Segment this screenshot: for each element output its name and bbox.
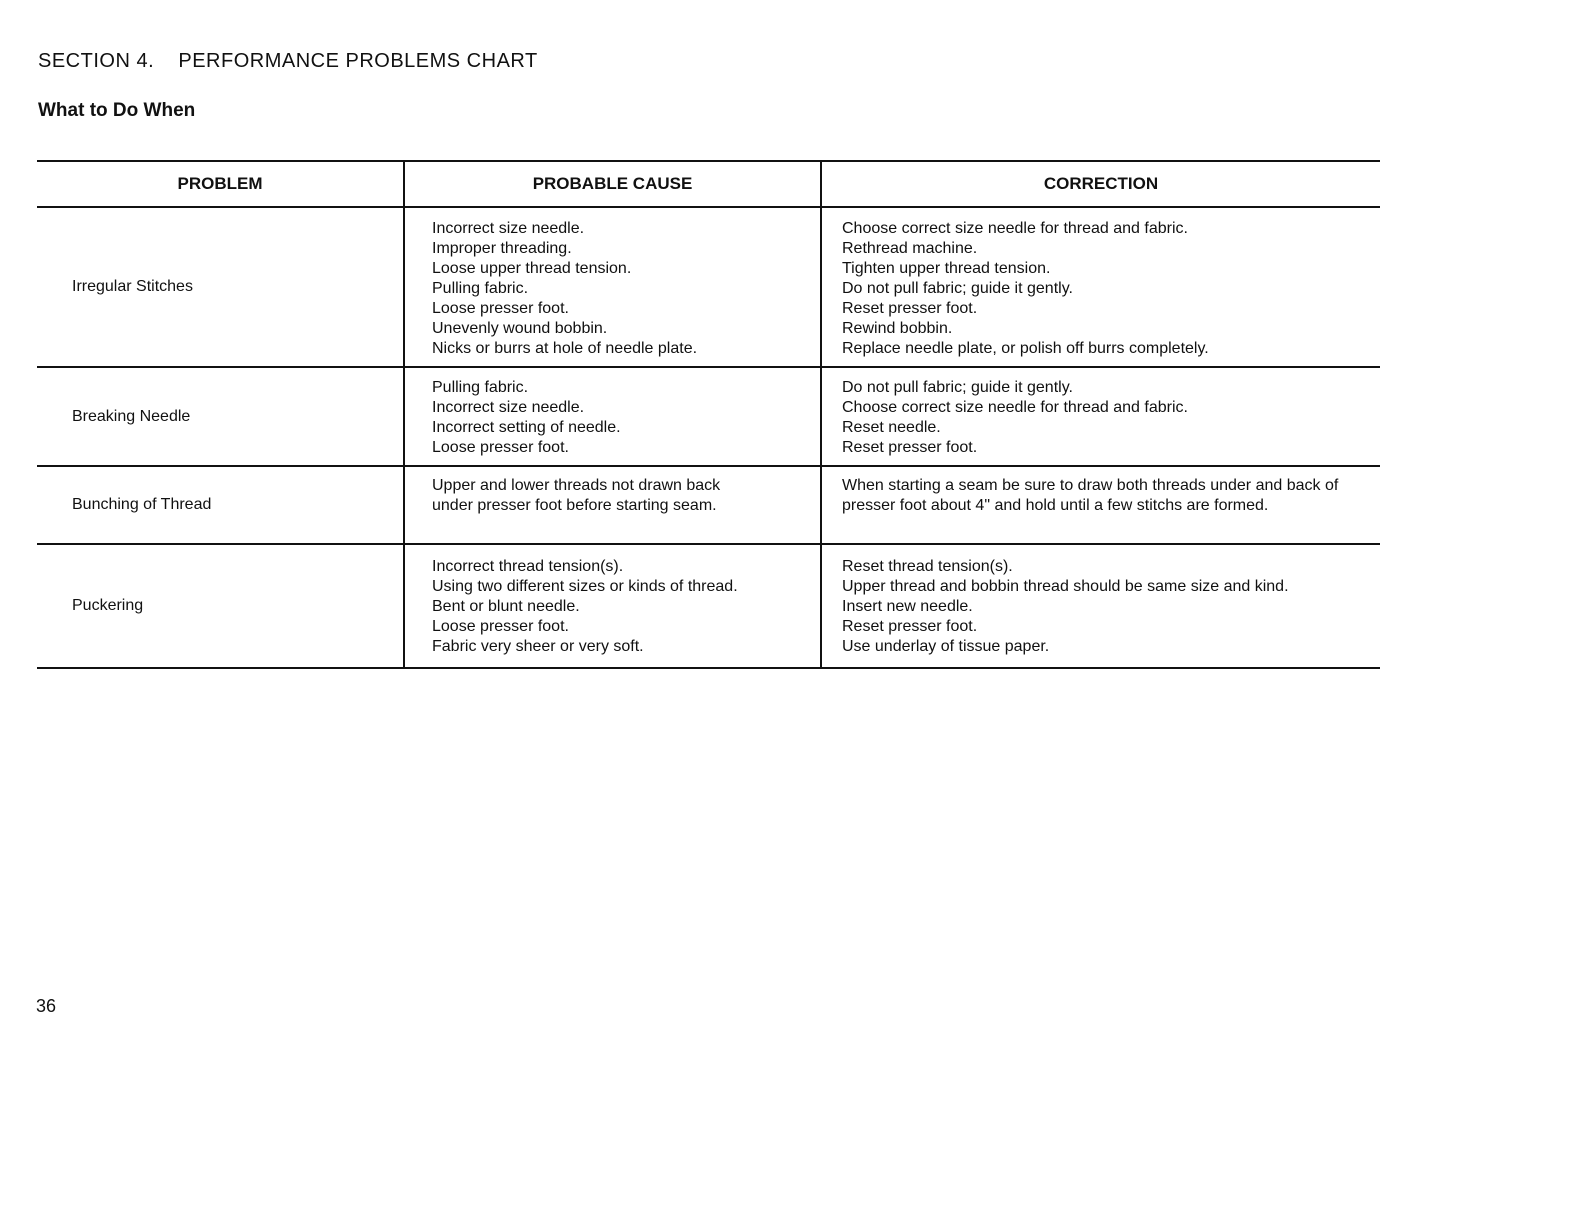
correction-cell	[821, 466, 1380, 544]
correction-list	[822, 208, 1380, 359]
cause-item: Incorrect size needle.	[432, 399, 585, 416]
correction-list	[822, 368, 1380, 458]
correction-item: Choose correct size needle for thread and fabric.	[842, 220, 1188, 237]
table-row	[37, 466, 1380, 544]
table-row	[37, 367, 1380, 466]
cause-item: Loose upper thread tension.	[432, 260, 632, 277]
header-problem: PROBLEM	[37, 161, 404, 207]
correction-item: Rewind bobbin.	[842, 320, 953, 337]
cause-item: Nicks or burrs at hole of needle plate.	[432, 340, 698, 357]
cause-item: Incorrect setting of needle.	[432, 419, 621, 436]
probable-cause-cell	[404, 367, 821, 466]
problem-cell	[37, 367, 404, 466]
cause-item: Unevenly wound bobbin.	[432, 320, 608, 337]
table-body	[37, 207, 1380, 668]
cause-list	[405, 467, 820, 516]
cause-list	[405, 208, 820, 359]
problem-text: Bunching of Thread	[72, 496, 212, 513]
cause-list	[405, 368, 820, 458]
correction-item: Choose correct size needle for thread and fabric.	[842, 399, 1188, 416]
cause-item: Pulling fabric.	[432, 280, 529, 297]
cause-item: Pulling fabric.	[432, 379, 529, 396]
problem-cell	[37, 544, 404, 668]
header-probable-cause: PROBABLE CAUSE	[404, 161, 821, 207]
problem-text: Puckering	[72, 597, 144, 614]
cause-item: Fabric very sheer or very soft.	[432, 638, 644, 655]
cause-item: Using two different sizes or kinds of thread.	[432, 578, 738, 595]
correction-item: Use underlay of tissue paper.	[842, 638, 1050, 655]
problem-cell	[37, 466, 404, 544]
cause-item: Incorrect size needle.	[432, 220, 585, 237]
correction-item: Insert new needle.	[842, 598, 973, 615]
correction-item: Tighten upper thread tension.	[842, 260, 1051, 277]
cause-item: Incorrect thread tension(s).	[432, 558, 624, 575]
cause-item: Loose presser foot.	[432, 618, 569, 635]
correction-item: Reset presser foot.	[842, 439, 978, 456]
problem-cell	[37, 207, 404, 367]
correction-item: Do not pull fabric; guide it gently.	[842, 379, 1073, 396]
cause-item: Bent or blunt needle.	[432, 598, 580, 615]
probable-cause-cell	[404, 466, 821, 544]
correction-item: Rethread machine.	[842, 240, 978, 257]
probable-cause-cell	[404, 544, 821, 668]
table-row	[37, 207, 1380, 367]
cause-list	[405, 545, 820, 657]
correction-item: Reset presser foot.	[842, 300, 978, 317]
header-correction: CORRECTION	[821, 161, 1380, 207]
correction-cell	[821, 207, 1380, 367]
page-number: 36	[36, 996, 57, 1016]
correction-cell	[821, 367, 1380, 466]
cause-item: Upper and lower threads not drawn back	[432, 477, 721, 494]
correction-item: Reset needle.	[842, 419, 941, 436]
correction-list	[822, 545, 1380, 657]
cause-item: Loose presser foot.	[432, 300, 569, 317]
correction-item: Upper thread and bobbin thread should be same size and kind.	[842, 578, 1289, 595]
page-subtitle: What to Do When	[38, 100, 196, 121]
correction-item: When starting a seam be sure to draw both threads under and back of presser foot about 4" and hold until a few stitchs are formed.	[842, 477, 1339, 514]
table-header-row	[37, 161, 1380, 207]
probable-cause-cell	[404, 207, 821, 367]
problem-text: Breaking Needle	[72, 407, 191, 425]
section-title: SECTION 4. PERFORMANCE PROBLEMS CHART	[38, 50, 538, 72]
correction-item: Reset presser foot.	[842, 618, 978, 635]
problem-text: Irregular Stitches	[72, 278, 193, 295]
correction-item: Reset thread tension(s).	[842, 558, 1013, 575]
correction-list	[822, 467, 1380, 516]
correction-item: Do not pull fabric; guide it gently.	[842, 280, 1073, 297]
cause-item: Improper threading.	[432, 240, 572, 257]
cause-item: Loose presser foot.	[432, 439, 569, 456]
correction-item: Replace needle plate, or polish off burrs completely.	[842, 340, 1209, 357]
correction-cell	[821, 544, 1380, 668]
performance-problems-table	[37, 160, 1380, 669]
cause-item: under presser foot before starting seam.	[432, 497, 717, 514]
table-row	[37, 544, 1380, 668]
